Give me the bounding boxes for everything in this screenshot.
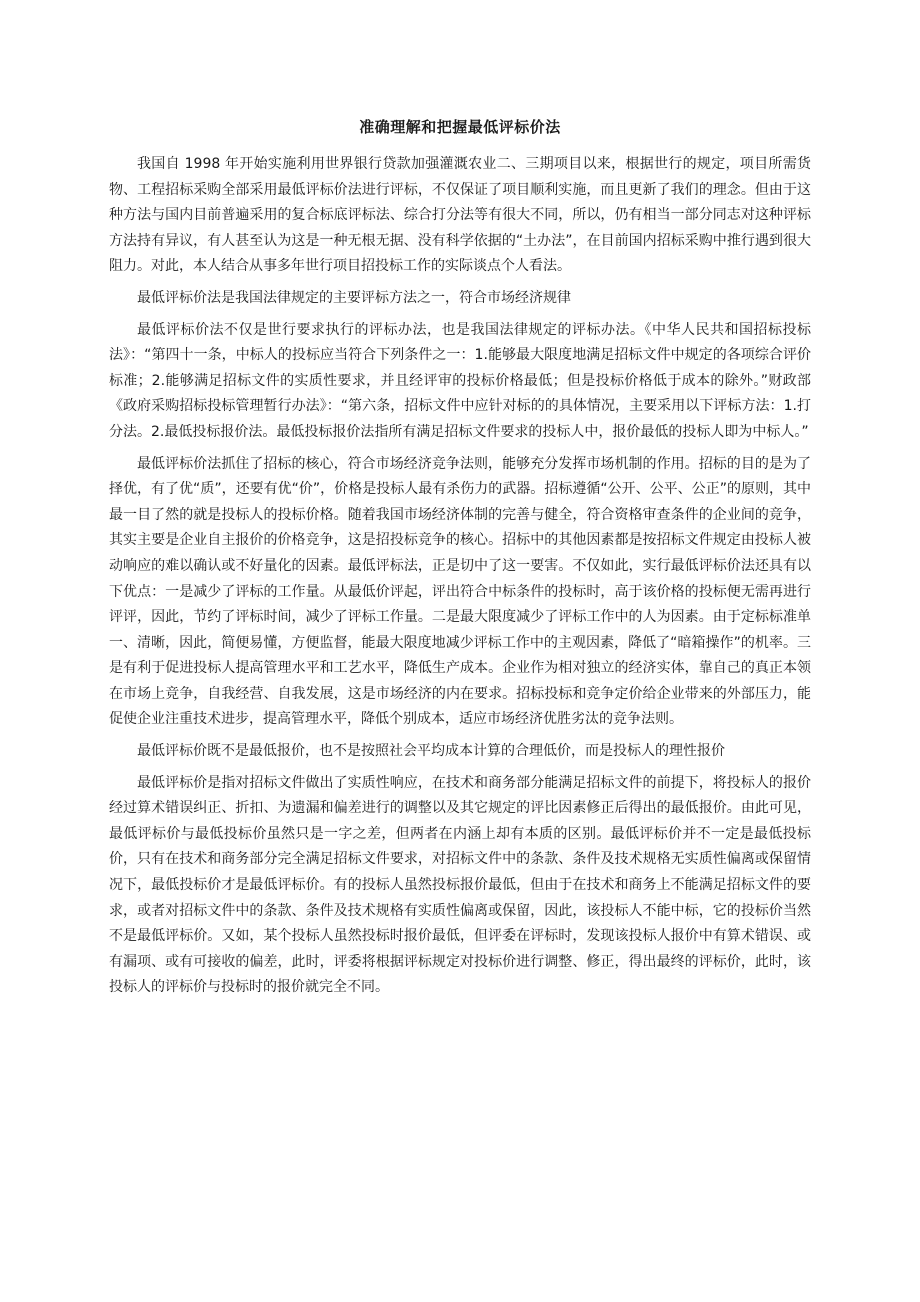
section-heading-2: 最低评标价既不是最低报价，也不是按照社会平均成本计算的合理低价，而是投标人的理性报价 bbox=[137, 743, 725, 760]
document-page bbox=[109, 112, 811, 1007]
document-title: 准确理解和把握最低评标价法 bbox=[359, 118, 561, 136]
paragraph-intro: 我国自 1998 年开始实施利用世界银行贷款加强灌溉农业二、三期项目以来，根据世行的规定，项目所需货物、工程招标采购全部采用最低评标价法进行评标，不仅保证了项目顺利实施，而且更新了我们的理念。但由于这种方法与国内目前普遍采用的复合标底评标法、综合打分法等有很大不同，所以，仍有相当一部分同志对这种评标方法持有异议，有人甚至认为这是一种无根无据、没有科学依据的“土办法”，在目前国内招标采购中推行遇到很大阻力。对此，本人结合从事多年世行项目招投标工作的实际谈点个人看法。 bbox=[109, 156, 811, 275]
paragraph-advantages: 最低评标价法抓住了招标的核心，符合市场经济竞争法则，能够充分发挥市场机制的作用。招标的目的是为了择优，有了优“质”，还要有优“价”，价格是投标人最有杀伤力的武器。招标遵循“公开、公平、公正”的原则，其中最一目了然的就是投标人的投标价格。随着我国市场经济体制的完善与健全，符合资格审查条件的企业间的竞争，其实主要是企业自主报价的价格竞争，这是招投标竞争的核心。招标中的其他因素都是按招标文件规定由投标人被动响应的难以确认或不好量化的因素。最低评标法，正是切中了这一要害。不仅如此，实行最低评标价法还具有以下优点：一是减少了评标的工作量。从最低价评起，评出符合中标条件的投标时，高于该价格的投标便无需再进行评评，因此，节约了评标时间，减少了评标工作量。二是最大限度减少了评标工作中的人为因素。由于定标标准单一、清晰，因此，简便易懂，方便监督，能最大限度地减少评标工作中的主观因素，降低了“暗箱操作”的机率。三是有利于促进投标人提高管理水平和工艺水平，降低生产成本。企业作为相对独立的经济实体，靠自己的真正本领在市场上竞争，自我经营、自我发展，这是市场经济的内在要求。招标投标和竞争定价给企业带来的外部压力，能促使企业注重技术进步，提高管理水平，降低个别成本，适应市场经济优胜劣汰的竞争法则。 bbox=[109, 455, 811, 728]
paragraph-law: 最低评标价法不仅是世行要求执行的评标办法，也是我国法律规定的评标办法。《中华人民共和国招标投标法》：“第四十一条，中标人的投标应当符合下列条件之一：1.能够最大限度地满足招标文件中规定的各项综合评价标准；2.能够满足招标文件的实质性要求，并且经评审的投标价格最低；但是投标价格低于成本的除外。”财政部《政府采购招标投标管理暂行办法》：“第六条，招标文件中应针对标的的具体情况，主要采用以下评标方法：1.打分法。2.最低投标报价法。最低投标报价法指所有满足招标文件要求的投标人中，报价最低的投标人即为中标人。” bbox=[109, 321, 811, 440]
paragraph-definition: 最低评标价是指对招标文件做出了实质性响应，在技术和商务部分能满足招标文件的前提下，将投标人的报价经过算术错误纠正、折扣、为遗漏和偏差进行的调整以及其它规定的评比因素修正后得出的最低报价。由此可见，最低评标价与最低投标价虽然只是一字之差，但两者在内涵上却有本质的区别。最低评标价并不一定是最低投标价，只有在技术和商务部分完全满足招标文件要求，对招标文件中的条款、条件及技术规格无实质性偏离或保留情况下，最低投标价才是最低评标价。有的投标人虽然投标报价最低，但由于在技术和商务上不能满足招标文件的要求，或者对招标文件中的条款、条件及技术规格有实质性偏离或保留，因此，该投标人不能中标，它的投标价当然不是最低评标价。又如，某个投标人虽然投标时报价最低，但评委在评标时，发现该投标人报价中有算术错误、或有漏项、或有可接收的偏差，此时，评委将根据评标规定对投标价进行调整、修正，得出最终的评标价，此时，该投标人的评标价与投标时的报价就完全不同。 bbox=[109, 774, 811, 996]
section-heading-1: 最低评标价法是我国法律规定的主要评标方法之一，符合市场经济规律 bbox=[137, 289, 571, 306]
